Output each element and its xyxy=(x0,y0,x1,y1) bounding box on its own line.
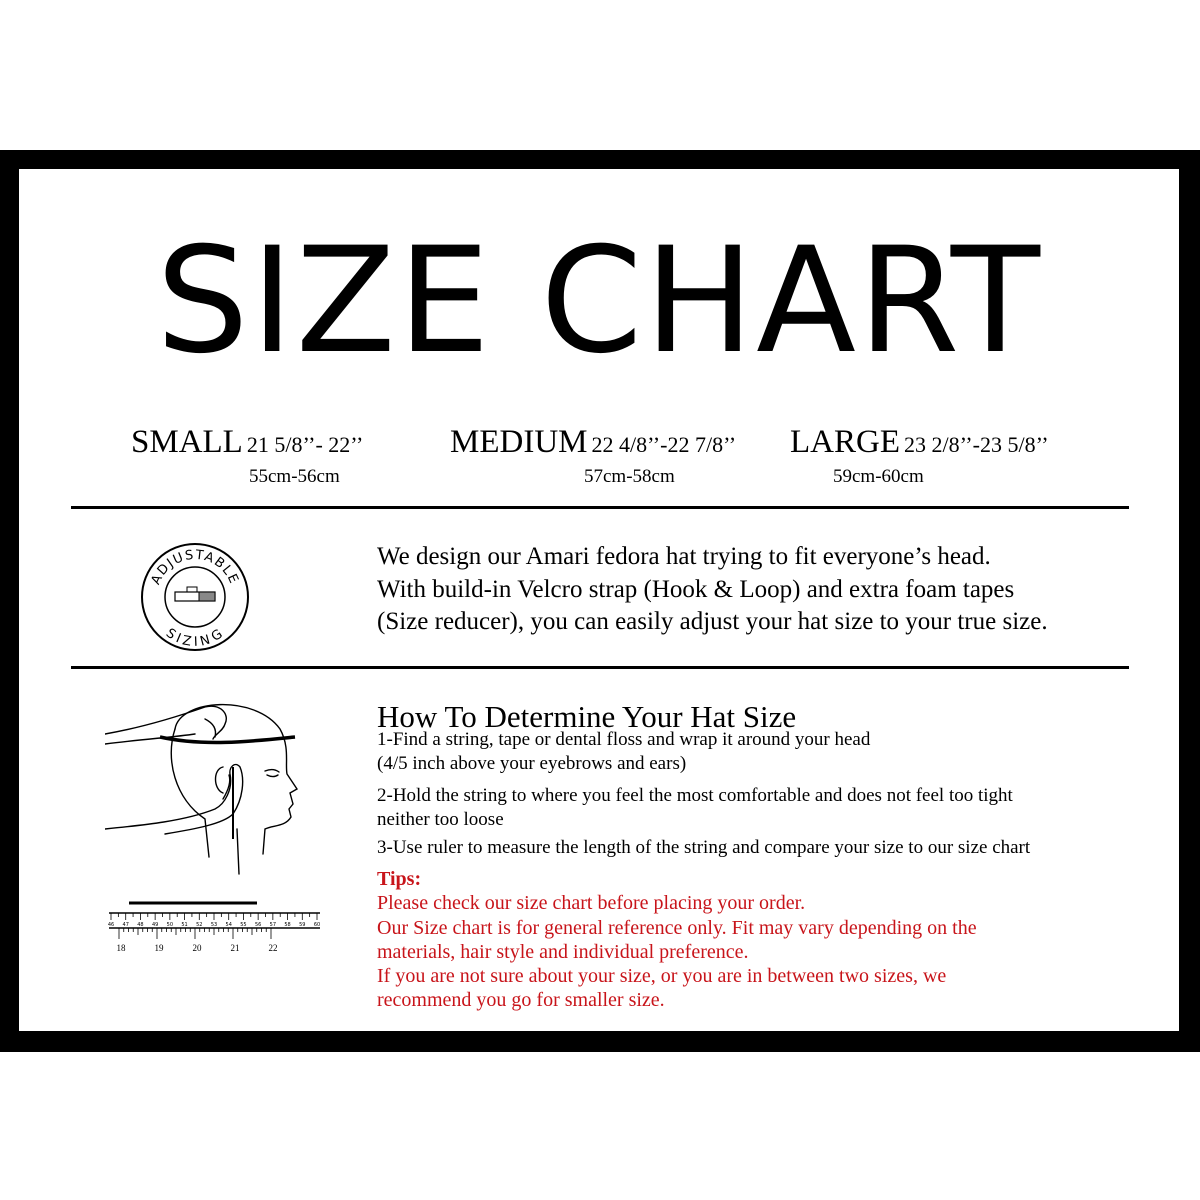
howto-step-line: 3-Use ruler to measure the length of the string and compare your size to our size chart xyxy=(377,837,1031,858)
size-small-inches: 21 5/8’’- 22’’ xyxy=(246,432,364,457)
size-medium xyxy=(450,424,737,487)
ruler-cm-label: 57 xyxy=(269,922,277,928)
ruler-cm-label: 50 xyxy=(166,922,174,928)
size-large-name: LARGE xyxy=(790,424,900,460)
tips-line: materials, hair style and individual preference. xyxy=(377,940,749,963)
size-large-inches: 23 2/8’’-23 5/8’’ xyxy=(904,432,1049,457)
ruler-cm-label: 46 xyxy=(107,922,115,928)
ruler-cm-label: 56 xyxy=(254,922,262,928)
size-small-cm: 55cm-56cm xyxy=(249,466,340,487)
tips-block xyxy=(377,867,977,1013)
size-small xyxy=(131,424,364,487)
size-large-cm: 59cm-60cm xyxy=(833,466,924,487)
howto-step-line: neither too loose xyxy=(377,809,504,830)
ruler-cm-label: 58 xyxy=(284,922,291,928)
ruler-cm-label: 55 xyxy=(240,922,247,928)
ruler-inch-label: 18 xyxy=(116,943,126,953)
tips-line: recommend you go for smaller size. xyxy=(377,989,665,1012)
size-medium-cm: 57cm-58cm xyxy=(584,466,675,487)
page-title: SIZE CHART xyxy=(155,216,1043,386)
size-chart-panel xyxy=(19,169,1179,1031)
ruler-inch-label: 22 xyxy=(268,943,278,953)
ruler-cm-label: 47 xyxy=(122,922,129,928)
howto-step-line: (4/5 inch above your eyebrows and ears) xyxy=(377,753,687,774)
size-chart-frame xyxy=(0,150,1200,1052)
ruler-cm-label: 52 xyxy=(196,922,203,928)
howto-step-3 xyxy=(377,836,1030,860)
howto-step-line: 1-Find a string, tape or dental floss and wrap it around your head xyxy=(377,729,871,750)
ruler-cm-label: 49 xyxy=(151,922,159,928)
tips-line: If you are not sure about your size, or you are in between two sizes, we xyxy=(377,965,947,988)
size-large xyxy=(790,424,1049,487)
badge-top-text: ADJUSTABLE xyxy=(148,547,242,588)
ruler-cm-label: 48 xyxy=(137,922,144,928)
size-medium-inches: 22 4/8’’-22 7/8’’ xyxy=(591,432,737,457)
svg-text:SIZING xyxy=(163,626,227,650)
ruler-cm-label: 59 xyxy=(299,922,306,928)
tips-line: Please check our size chart before placing your order. xyxy=(377,892,806,915)
divider-top xyxy=(71,506,1129,509)
ruler-inch-label: 21 xyxy=(230,943,240,953)
howto-title: How To Determine Your Hat Size xyxy=(377,699,797,734)
tips-line: Our Size chart is for general reference only. Fit may vary depending on the xyxy=(377,916,977,939)
badge-bottom-text: SIZING xyxy=(163,625,227,650)
divider-bottom xyxy=(71,666,1129,669)
fit-info-line: We design our Amari fedora hat trying to fit everyone’s head. xyxy=(377,543,991,570)
ruler-inch-label: 20 xyxy=(192,943,202,953)
ruler-inch-label: 19 xyxy=(154,943,164,953)
size-medium-name: MEDIUM xyxy=(450,424,588,460)
howto-step-2 xyxy=(377,784,1013,832)
tips-label: Tips: xyxy=(377,868,422,890)
ruler-cm-label: 60 xyxy=(313,922,321,928)
ruler-cm-label: 54 xyxy=(225,922,232,928)
howto-step-line: 2-Hold the string to where you feel the most comfortable and does not feel too tight xyxy=(377,785,1013,806)
ruler-cm-label: 53 xyxy=(210,922,218,928)
adjustable-sizing-badge-icon xyxy=(139,541,251,653)
howto-step-1 xyxy=(377,728,870,776)
fit-info xyxy=(377,541,1048,639)
head-measuring-illustration xyxy=(105,689,305,879)
fit-info-line: (Size reducer), you can easily adjust your hat size to your true size. xyxy=(377,608,1048,635)
fit-info-line: With build-in Velcro strap (Hook & Loop) and extra foam tapes xyxy=(377,575,1015,603)
size-small-name: SMALL xyxy=(131,424,243,460)
measuring-ruler-icon xyxy=(105,887,325,977)
ruler-cm-label: 51 xyxy=(181,922,188,928)
